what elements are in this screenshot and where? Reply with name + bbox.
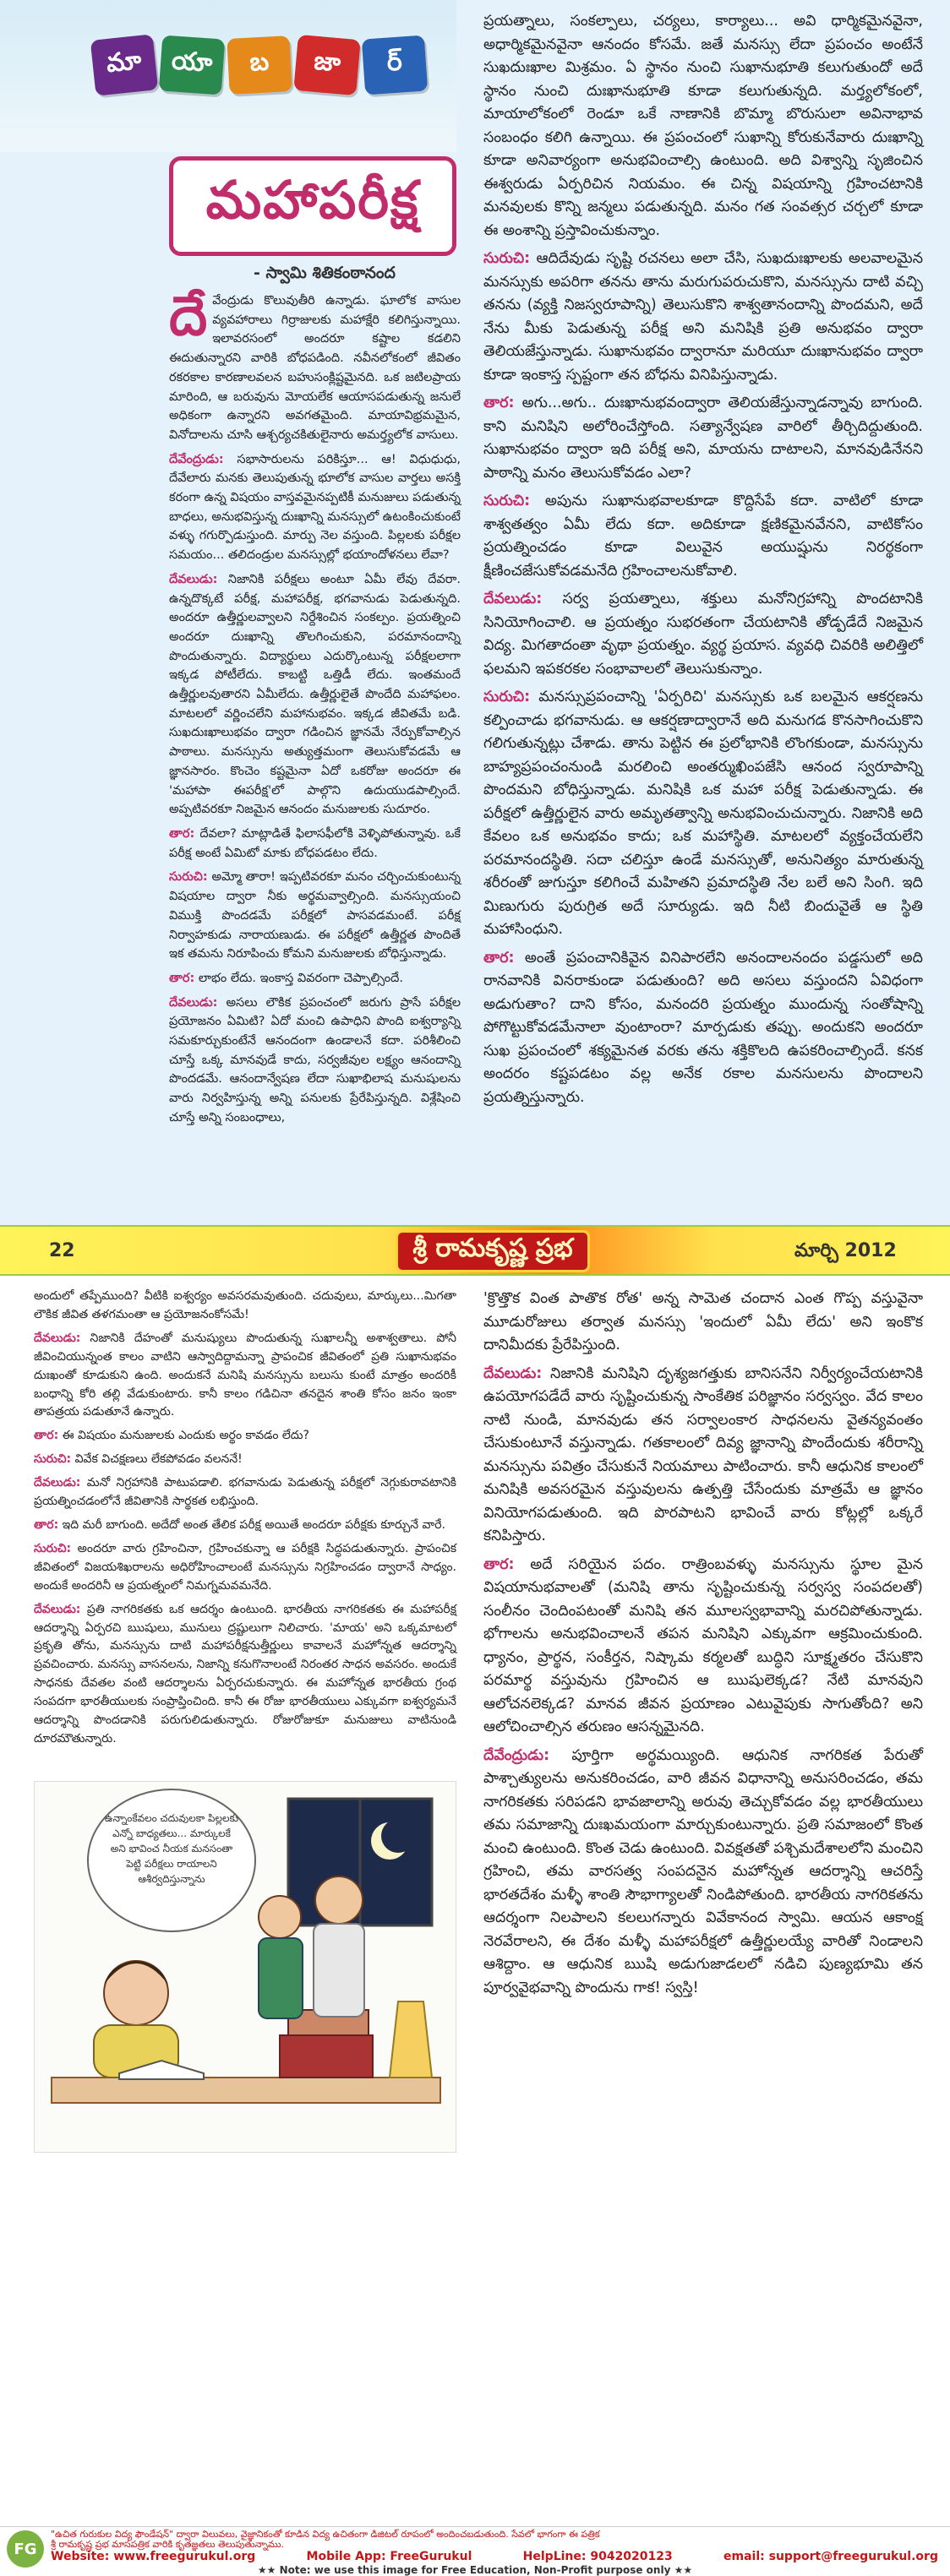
dialogue-paragraph [483,490,923,583]
dialogue-text: సర్వ ప్రయత్నాలు, శక్తులు మనోనిగ్రహాన్ని పొందటానికి సినియోగించాలి. ఆ ప్రయత్నం సుభరతంగా చేయటానికి తోడ్పడేదే నిజమైన విద్య. మిగతాదంతా వృథా ప్రయత్నం. వ్యర్థ ప్రయాస. వ్యవధి చివరికి అలిత్తిలో ఫలమని ఇపకరకల సంభావాలలో తెలుసుకున్నాం. [483,591,923,678]
dialogue-paragraph [34,1517,456,1535]
illustration-art [35,1782,457,2154]
dialogue-text: వివేక విచక్షణలు లేకపోవడం వలననే! [74,1452,243,1467]
desk [52,2078,440,2103]
column-top-right [483,10,923,1114]
speech-bubble: ఉన్నాంకేవలం చదువులకా పిల్లలకు ఎన్నో బాధ్యతలు... మార్కులకే అని భావించ నీయక మనసంతా పెట్టి పరీక్షలు రాయాలని ఆశీర్వదిస్తున్నాను [87,1789,256,1932]
dialogue-paragraph [34,1427,456,1446]
footer-line-1: "ఉచిత గురుకుల విద్య ఫౌండేషన్" ద్వారా విలువలు, వైజ్ఞానికంతో కూడిన విద్య ఉచితంగా డిజిటల్ రూపంలో అందించబడుతుంది. సేవలో భాగంగా ఈ పత్రిక [51,2529,600,2540]
magazine-page-top [0,0,950,1225]
speaker-name: దేవలుడు: [34,1602,81,1616]
dialogue-text: మనో నిగ్రహానికి పాటుపడాలి. భగవానుడు పెడుతున్న పరీక్షలో నెగ్గుకురావటానికి ప్రయత్నించడంలోనే జీవితానికి సార్థకత లభిస్తుంది. [34,1476,456,1509]
footer-note: ★★ Note: we use this image for Free Education, Non-Profit purpose only ★★ [257,2564,693,2576]
dialogue-text: ఇది మరీ బాగుంది. అదేదో అంత తేలిక పరీక్ష అయితే అందరూ పరీక్షకు కూర్చునే వారే. [62,1517,445,1532]
footer-contacts [51,2550,938,2563]
dialogue-text: సభాసారులను పరికిస్తూ... ఆ! విధుధుధు, దేవేలారు మనకు తెలుపుతున్న భూలోక వాసుల వార్తలు అసక్తి కరంగా ఉన్న విషయం వాస్తవమైనప్పటికీ మనుజులు పడుతున్న బాధలు, అనుభవిస్తున్న దుఃఖాన్ని మనస్సులో ఉటంకించుకుంటే వళ్ళు గగుర్పొడుస్తుంది. మార్పు నెల వస్తుంది. పిల్లలకు పరీక్షల సమయం... తలిదండ్రుల మనస్సుల్లో భయాందోళనలు లేవా? [169,452,461,563]
dialogue-paragraph [483,392,923,485]
freegurukul-footer [0,2526,950,2576]
speaker-name: సురుచి: [34,1452,72,1467]
dialogue-text: అందులో తప్పేముంది? వీటికి ఐశ్వర్యం అవసరమవుతుంది. చదువులు, మార్కులు...మిగతా లౌకిక జీవిత తళగమంతా ఆ ప్రయోజనంకోసమే! [34,1289,456,1321]
dialogue-text: 'క్రొత్తొక వింత పాతొక రోత' అన్న సామెత చందాన ఎంత గొప్ప వస్తువైనా మూడురోజులు తర్వాత మనస్సు 'ఇందులో ఏమీ లేదు' అని ఇంకొక దానిమీదకు ప్రేరేపిస్తుంది. [483,1290,923,1353]
email-link[interactable]: email: support@freegurukul.org [723,2550,938,2563]
dialogue-text: అసలు లౌకిక ప్రపంచంలో జరుగు ప్రాసే పరీక్షల ప్రయోజనం ఏమిటి? ఏదో మంచి ఉపాధిని పొంది ఐశ్వర్యాన్ని సమకూర్చుకుంటేనే ఆనందంగా ఉండాలనే కదా. పరిశీలించి చూస్తే ఒక్క మానవుడే కాదు, సర్వజీవుల లక్ష్యం ఆనందాన్ని పొందడమే. ఆనందాన్వేషణ లేదా సుఖాభిలాష మనుషులను వారు నిర్వహిస్తున్న అన్ని పనులకు ప్రేరేపిస్తున్నది. విశ్లేషించి చూస్తే అన్ని సంబంధాలు, [169,995,461,1125]
banner [0,0,456,152]
father-body [314,1924,364,2017]
dialogue-text: ప్రతి నాగరికతకు ఒక ఆదర్శం ఉంటుంది. భారతీయ నాగరికతకు ఈ మహాపరీక్ష ఆదర్శాన్ని ఏర్పరచి ఋషులు, మునులు ద్రష్టులుగా నిలిచారు. 'మాయ' అని ఒక్కమాటలో ప్రకృతి తోను, మనస్సును దాటి మహాపరీక్షనుత్తీర్ణులు కావాలనే మహోన్నత ఆదర్శాన్ని ప్రవచించారు. మనస్సు వాసనలను, నిజాన్ని కనుగొనాలంటే నిరంతర సాధన అవసరం. అందుకే సాధనకు దేవతల వంటి ఆదర్శాలను ఏర్పరచుకున్నారు. ఈ మహోన్నత భారతీయ గ్రంథ సంపదగా భారతీయులకు సంప్రాప్తించింది. కానీ ఈ రోజు భారతీయులు ఎక్కువగా ఐశ్వర్యమనే ఆదర్శాన్ని పొందడానికి పరుగులిడుతున్నారు. రోజురోజుకూ మనుజులు వాటినుండి దూరమౌతున్నారు. [34,1602,456,1745]
freegurukul-logo: FG [7,2530,44,2568]
logo-letter-tile: మా [90,34,158,95]
logo-letter-tile: బ [227,35,292,95]
dialogue-paragraph [483,1363,923,1549]
dialogue-text: అంతే ప్రపంచానికివైన వినిపారలేని అనందాలనందం పడ్డసులో అది రానవానికి వినరాకుండా పడుతుంది? అది అసలు వస్తుందని ఏవిధంగా అడుగుతాం? దాని కోసం, మనందరి ప్రయత్నం ముందున్న సంతోషాన్ని పోగొట్టుకోవడమేనాలా వుంటాంరా? మార్పడుకు తప్పు. అందుకని అందరూ సుఖ ప్రపంచంలో శక్యమైనత వరకు తను శక్తికొలది ఉపకరించాల్సిందే. కనక అందరం కష్టపడటం వల్ల అనేక రకాల మనసులను పొందాలని ప్రయత్నిస్తున్నారు. [483,949,923,1106]
speaker-name: దేవలుడు: [483,1364,543,1382]
speaker-name: తార: [34,1517,59,1532]
logo-letter-tile: ర్ [362,35,428,95]
dialogue-text: నిజానికి దేహంతో మనుష్యులు పొందుతున్న సుఖాలన్నీ అశాశ్వతాలు. పోనీ జీవించియున్నంత కాలం వాటిని ఆస్వాదిద్దామన్నా ప్రాపంచిక జీవితంలో ప్రతి సుఖానుభవం దుఃఖంతో కూడుకుని ఉంది. అందుకనే మనిషి మనస్సును బలుసు కుంటే మాత్రం అందరికీ బంధాన్ని కోరి తల్లి వేడుకుంటారు. కానీ కాలం గడిచినా తనదైన శాంతి కోసం జనం ఇంకా తాపత్రయ పడుతూనే ఉన్నారు. [34,1331,456,1419]
author-byline: - స్వామి శితికంఠానంద [254,264,396,282]
dialogue-paragraph [34,1540,456,1596]
dialogue-paragraph [169,825,461,863]
dialogue-text: దేవలా? మాట్లాడితే ఫిలాసఫీలోకి వెళ్ళిపోతున్నావు. ఒకే పరీక్ష అంటే ఏమిటో మాకు బోధపడటం లేదు. [169,826,461,860]
dialogue-text: లాభం లేదు. ఇంకాస్త వివరంగా చెప్పాల్సిందే. [198,971,403,985]
speaker-name: సురుచి: [483,493,531,509]
dialogue-text: ఈ విషయం మనుజులకు ఎందుకు అర్థం కావడం లేదు? [62,1429,309,1443]
dialogue-paragraph [483,1554,923,1740]
speaker-name: తార: [34,1429,59,1443]
dialogue-text: అగు...అగు.. దుఃఖానుభవంద్వారా తెలియజేస్తున్నాడన్నావు బాగుంది. కాని మనిషిని అలోరించేస్తోంది. సత్యాన్వేషణ వారిలో తీర్చిదిద్దుతుంది. సుఖానుభవం ద్వారా ఇది పరీక్ష అని, మాయను దాటాలని, మానవుడినేనని పాఠాన్ని మనం తెలుసుకోవడం ఎలా? [483,395,923,482]
mother-body [259,1938,303,2018]
speaker-name: దేవలుడు: [483,591,543,607]
dialogue-paragraph [483,686,923,942]
speaker-name: తార: [169,971,195,985]
column-top-left [169,286,461,1133]
lamp-icon [390,2001,432,2078]
mother-head [259,1896,301,1938]
logo-letter-tile: యా [159,35,225,95]
dialogue-text: మనస్సుప్రపంచాన్ని 'ఏర్పరిచి' మనస్సుకు ఒక బలమైన ఆకర్షణను కల్పించాడు భగవానుడు. ఆ ఆకర్షణాద్వారానే అది మనుగడ కొనసాగించుకొని గలిగుతున్నట్లు చేశాడు. తాను పెట్టిన ఈ ప్రలోభానికి లొంగకుండా, మనస్సును బాహ్యప్రపంచంనుండి మరలించి అంతర్ముఖింపజేసి ఆనంద స్వరూపాన్ని పొందమని బోధిస్తున్నాడు. మనిషికి ఒక మహా పరీక్ష పెడుతున్నాడు. ఈ పరీక్షలో ఉత్తీర్ణులైన వారు అమృతత్వాన్ని అనుభవించుచున్నారు. నిజానికి అది కేవలం ఒక అనుభవం కాదు; ఒక మహాస్థితి. మాటలలో వ్యక్తంచేయలేని పరమానందస్థితి. సదా చలిస్తూ ఉండే మనస్సుతో, అనునిత్యం మారుతున్న శరీరంతో జుగుస్తూ కలిగించే మహితని ప్రమాదస్థితి నేల బలే అని సింగి. ఇది మిణుగురు పురుగ్రిత అదే సూర్యుడు. ఇది నీటి బిందువైతే ఆ స్థితి మహాసింధుని. [483,689,923,938]
magazine-title: శ్రీ రామకృష్ణ ప్రభ [396,1230,590,1272]
speaker-name: సురుచి: [169,870,208,885]
dialogue-text: నిజానికి మనిషిని దృశ్యజగత్తుకు బానిసనేని నిర్వీర్యంచేయటానికి ఉపయోగపడేదే వారు సృష్టించుకున్న సాంకేతిక పరిజ్ఞానం సర్వస్వం. వేద కాలం నాటి నుండి, మానవుడు తన సర్వాలంకార సాధనలను వైతన్యవంతం చేసుకుంటూనే వస్తున్నాడు. గతకాలంలో దివ్య జ్ఞానాన్ని పొందేందుకు శరీరాన్ని మనస్సును పవిత్రం చేసుకునే నియమాలు పాటించారు. కానీ ఆధునిక కాలంలో మనిషికి అవసరమైన వస్తువులను ఉత్పత్తి చేసేందుకు మాత్రమే ఆ జ్ఞానం వినియోగపడుతుంది. ఇది పొరపాటని భావించే వారు కోట్లల్లో ఒక్కరే కనిపిస్తారు. [483,1364,924,1544]
dialogue-text: ప్రయత్నాలు, సంకల్పాలు, చర్యలు, కార్యాలు... అవి ధార్మికమైనవైనా, అధార్మికమైనవైనా ఆనందం కోసమే. జతే మనస్సు లేదా ప్రపంచం అంటేనే సుఖదుఃఖాల మిశ్రమం. ఏ స్థానం నుంచి సుఖానుభూతి కలుగుతుందో అదే స్థానం నుంచి దుఃఖానుభూతి కూడా కలుగుతున్నది. మర్త్యలోకంలో, మాయాలోకంలో రెండూ ఒకే నాణానికి బొమ్మా బొరుసులా అవినాభావ సంబంధం కలిగి ఉన్నాయి. ఈ ప్రపంచంలో సుఖాన్ని కోరుకునేవారు దుఃఖాన్ని కూడా అనివార్యంగా అనుభవించాల్సి ఉంటుంది. అది విశ్వాన్ని సృజించిన ఈశ్వరుడు ఏర్పరిచిన నియమం. ఈ చిన్న విషయాన్ని గ్రహించటానికి మనవులకు కొన్ని జన్మలు పడుతున్నది. మనం గత సంవత్సర చర్చలో కూడా ఈ అంశాన్ని ప్రస్తావించుకున్నాం. [483,13,923,239]
footer-line-2: శ్రీ రామకృష్ణ ప్రభ మాసపత్రిక వారికి కృతజ్ఞతలు తెలుపుతున్నాము. [51,2539,285,2550]
dialogue-paragraph [169,286,461,445]
drop-cap: దే [169,286,208,348]
dialogue-text: అపును సుఖానుభవాలకూడా కొద్దిసేపే కదా. వాటిలో కూడా శాశ్వతత్వం ఏమీ లేదు కదా. అదికూడా క్షణికమైనవేనని, వాటికోసం ప్రయత్నించడం కూడా విలువైన అయుష్షును నిరర్థకంగా క్షీణించజేసుకోవడమనేది గ్రహించాలనుకోవాలి. [483,493,923,580]
speaker-name: తార: [169,826,195,841]
dialogue-paragraph [169,450,461,565]
dialogue-text: అదే సరియైన పదం. రాత్రింబవళ్ళు మనస్సును స్థూల మైన విషయానుభవాలతో (మనిషి తాను సృష్టించుకున్న సర్వస్వ సంపదలతో) సంలీనం చెందింపటంతో మనిషి తన మూలస్వభావాన్ని మరచిపోతున్నాడు. భోగాలను అనుభవించాలనే తపన మనిషిని ఎక్కువగా ఆక్రమించుకుంది. ధ్యానం, ప్రార్థన, సంకీర్తన, నిష్కామ కర్మలతో బుద్ధిని సూక్ష్మతరం చేసుకొని పరమార్థ వస్తువును గ్రహించిన ఆ ఋషులెక్కడ? నేటి మానవుని ఆలోచనలెక్కడ? మానవ జీవన ప్రయాణం ఎటువైపుకు సాగుతోంది? అని ఆలోచించాల్సిన తరుణం ఆసన్నమైనది. [483,1555,923,1735]
speaker-name: దేవేంద్రుడు: [169,452,224,466]
dialogue-paragraph [483,947,923,1110]
page-footer-strip [0,1225,950,1276]
dialogue-paragraph [483,1288,923,1358]
speaker-name: దేవలుడు: [169,995,218,1010]
helpline: HelpLine: 9042020123 [522,2550,673,2563]
speaker-name: తార: [483,949,515,967]
speaker-name: సురుచి: [483,250,531,267]
speaker-name: తార: [483,1555,515,1573]
speaker-name: దేవలుడు: [34,1331,81,1345]
dialogue-paragraph [34,1330,456,1423]
maya-bazar-logo [93,37,426,93]
dialogue-paragraph [34,1601,456,1749]
column-bottom-right [483,1288,923,2005]
dialogue-paragraph [169,969,461,988]
article-title: మహాపరీక్ష [205,169,420,231]
dialogue-paragraph [34,1288,456,1325]
dialogue-text: అందరూ వారు గ్రహించినా, గ్రహించకున్నా ఆ పరీక్షకి సిద్ధపడుతున్నారు. ప్రాపంచిక జీవితంలో విజయశిఖరాలను అధిరోహించాలంటే మనస్సును నిగ్రహించడం ద్వారానే సాధ్యం. అందుకే అందరినీ ఆ ప్రయత్నంలో నిమగ్నమవమనేది. [34,1541,457,1593]
dialogue-text: అమ్మో తారా! ఇప్పటివరకూ మనం చర్చించుకుంటున్న విషయాల ద్వారా నీకు అర్థమవ్వాల్సింది. మనస్సుయంచి విముక్తి పొందడమే పరీక్షలో పాసవడమంటే. పరీక్ష నిర్వాహకుడు నారాయణుడు. ఈ పరీక్షలో ఉత్తీర్ణత పొందితే ఇక తమను నిరూపించు కోమని మనుజులకు బోధిస్తున్నాడు. [169,870,461,961]
dialogue-paragraph [169,570,461,820]
logo-letter-tile: జా [293,35,360,95]
dialogue-paragraph [169,868,461,964]
dialogue-paragraph [34,1474,456,1511]
dialogue-paragraph [34,1451,456,1469]
dialogue-paragraph [169,994,461,1128]
speaker-name: దేవేంద్రుడు: [483,1746,550,1764]
speaker-name: సురుచి: [483,689,531,705]
speaker-name: దేవలుడు: [34,1476,81,1490]
illustration-student-studying [34,1781,456,2153]
dialogue-paragraph [483,248,923,387]
dialogue-text: ఆదిదేవుడు సృష్టి రచనలు అలా చేసి, సుఖదుఃఖాలకు అలవాలమైన మనస్సుకు అపరిగా తనను తాను మరుగుపరుచుకొని, మనస్సును దాటి వచ్చి తనను (వ్యక్తి నిజస్వరూపాన్ని) తెలుసుకొని శాశ్వతానందాన్ని పొందమని, అదే నేను మీకు పెడుతున్న పరీక్ష అని మనిషికి ప్రతి అనుభవం ద్వారా తెలియజేస్తున్నాడు. సుఖానుభవం ద్వారానూ మరియూ దుఃఖానుభవం ద్వారా కూడా ఇంకాస్త స్పష్టంగా తన బోధను వినిపిస్తున్నాడు. [483,250,923,384]
website-link[interactable]: Website: www.freegurukul.org [51,2550,256,2563]
page-number: 22 [49,1240,75,1261]
issue-date: మార్చి 2012 [794,1240,897,1261]
dialogue-text: వేంద్రుడు కొలువుతీరి ఉన్నాడు. ఘాలోక వాసుల వ్యవహారాలు గిర్రాజులకు మహాక్షేరి కలిగిస్తున్నాయి. ఇలావరసంలో అందరూ కష్టాల కడలిని ఈదుతున్నారని వారికి బోధపడింది. నవీనలోకంలో జీవితం రకరకాల కారణాలవలన బహుసంక్లిష్టమైనది. ఒక జటిలప్రాయ మారింది, ఆ బరువును మోయలేక ఆయాసపడుతున్న జనులే అధికంగా ఉన్నారని అవగతమైంది. మాయావిభ్రమమైన, వినోదాలను చూసి ఆశ్చర్యచకితులైనారు అమర్త్యలోక వాసులు. [169,294,461,442]
dialogue-paragraph [483,588,923,681]
dialogue-text: నిజానికి పరీక్షలు అంటూ ఏమీ లేవు దేవరా. ఉన్నదొక్కటే పరీక్ష, మహాపరీక్ష, భగవానుడు పెడుతున్నది. అందరూ ఉత్తీర్ణులవ్వాలని నిర్దేశించిన సంకల్పం. ప్రయత్నించి అందరూ దుఃఖాన్ని తొలగించుకుని, పరమానందాన్ని పొందుతున్నారు. విద్యార్థులు ఎదుర్కొంటున్న పరీక్షలలాగా ఇక్కడ పోటీలేదు. కాబట్టి ఒత్తిడీ లేదు. ఇంతమందే ఉత్తీర్ణులవుతారని ఏమీలేదు. ఉత్తీర్ణులైతే పొందేది మహాఫలం. మాటలలో వర్ణించలేని మహానుభవం. ఇక్కడ జీవితమే బడి. సుఖదుఃఖాలుభవం ద్వారా గడించిన జ్ఞానమే నేర్పుకోవాల్సిన పాఠాలు. మనస్సును అత్యుత్తమంగా తెలుసుకోవడమే ఆ జ్ఞానసారం. కొంచెం కష్టమైనా ఏదో ఒకరోజు అందరూ ఈ 'మహాపా ఈపరీక్ష'లో పాల్గొని ఉదుయుడపాల్సిందే. అప్పటివరకూ నిజమైన ఆనందం మనుజులకు సుదూరం. [169,572,461,817]
father-head [315,1876,363,1924]
books-stack [280,2035,373,2078]
dialogue-paragraph [483,1745,923,2001]
speaker-name: దేవలుడు: [169,572,218,586]
dialogue-text: పూర్తిగా అర్థమయ్యింది. ఆధునిక నాగరికత పేరుతో పాశ్చాత్యులను అనుకరించడం, వారి జీవన విధానాన్ని అనుసరించడం, తమ నాగరికతకు సరిపడని భావజాలాన్ని అరువు తెచ్చుకోవడం వల్ల భారతీయులు తమ సమాజాన్ని దుఃఖమయంగా మార్చుకుంటున్నారు. ప్రతి సమాజంలో కొంత మంచి ఉంటుంది. కొంత చెడు ఉంటుంది. వివక్షతతో పశ్చిమదేశాలలోని మంచిని గ్రహించి, తమ వారసత్వ సంపదనైన మహోన్నత ఆదర్శాన్ని ఆచరిస్తే భారతదేశం మళ్ళీ శాంతి సౌభాగ్యాలతో నిండిపోతుంది. భారతీయ నాగరికతను ఆదర్శంగా నిలపాలని కలలుగన్నారు వివేకానంద స్వామి. ఆయన ఆకాంక్ష నెరవేరాలని, ఈ దేశం మళ్ళీ మహాపరీక్షలో ఉత్తీర్ణులయ్యే వారితో నిండాలని ఆశిద్దాం. ఆ ఆధునిక ఋషి అడుగుజాడలలో నడిచి పుణ్యభూమి తన పూర్వవైభవాన్ని పొందును గాక! స్వస్తి! [483,1746,923,1996]
column-bottom-left [34,1288,456,1754]
speaker-name: తార: [483,395,515,411]
dialogue-paragraph [483,10,923,242]
article-title-box [169,156,456,256]
mobile-app: Mobile App: FreeGurukul [306,2550,472,2563]
speaker-name: సురుచి: [34,1541,72,1555]
